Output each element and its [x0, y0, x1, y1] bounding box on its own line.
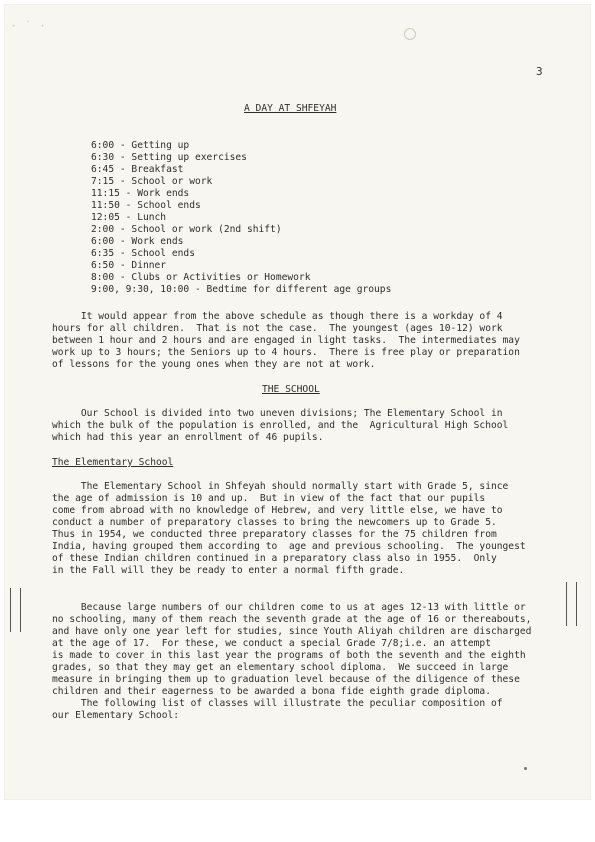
daily-schedule — [91, 140, 391, 296]
workday-paragraph: It would appear from the above schedule as though there is a workday of 4 hours for all children. That is not the case. The youngest (ages 10-12) work between 1 hour and 2 hours and are engaged in light tasks. The intermediates may work up to 3 hours; the Seniors up to 4 hours. There is free play or preparation of lessons for the young ones when they are not at work. — [52, 311, 520, 370]
schedule-item: 6:00 - Getting up — [91, 140, 190, 151]
schedule-item: 12:05 - Lunch — [91, 212, 167, 223]
paper-smudge: · ˙ · — [10, 19, 47, 33]
schedule-item: 6:50 - Dinner — [91, 260, 167, 271]
classes-intro-paragraph: The following list of classes will illustrate the peculiar composition of our Elementary School: — [52, 698, 503, 721]
school-intro-paragraph: Our School is divided into two uneven divisions; The Elementary School in which the bulk of the population is enrolled, and the Agricultural High School which had this year an enrollment of 46 pupils. — [52, 408, 509, 443]
schedule-item: 11:50 - School ends — [91, 200, 201, 211]
schedule-item: 2:00 - School or work (2nd shift) — [91, 224, 282, 235]
schedule-item: 7:15 - School or work — [91, 176, 213, 187]
schedule-item: 8:00 - Clubs or Activities or Homework — [91, 272, 311, 283]
paper-speck — [524, 767, 527, 770]
document-title: A DAY AT SHFEYAH — [244, 103, 337, 114]
page-number: 3 — [536, 65, 543, 78]
margin-mark-left — [10, 588, 21, 632]
schedule-item: 11:15 - Work ends — [91, 188, 190, 199]
schedule-item: 6:45 - Breakfast — [91, 164, 184, 175]
document-page — [4, 4, 591, 800]
schedule-item: 6:35 - School ends — [91, 248, 195, 259]
elementary-school-heading: The Elementary School — [52, 457, 174, 468]
schedule-item: 6:00 - Work ends — [91, 236, 184, 247]
paper-hole-mark — [404, 28, 416, 40]
elementary-paragraph-2: Because large numbers of our children come to us at ages 12-13 with little or no schooling, many of them reach the seventh grade at the age of 16 or thereabouts, and have only one year left for studies, since Youth Aliyah children are discharged at the age of 17. For these, we conduct a special Grade 7/8;i.e. an attempt is made to cover in this last year the programs of both the seventh and the eighth grades, so that they may get an elementary school diploma. We succeed in large measure in bringing them up to graduation level because of the diligence of these children and their eagerness to be awarded a bona fide eighth grade diploma. — [52, 602, 532, 697]
elementary-paragraph-1: The Elementary School in Shfeyah should normally start with Grade 5, since the age of admission is 10 and up. But in view of the fact that our pupils come from abroad with no knowledge of Hebrew, and very little else, we have to conduct a number of preparatory classes to bring the newcomers up to Grade 5. Thus in 1954, we conducted three preparatory classes for the 75 children from India, having grouped them according to age and previous schooling. The youngest of these Indian children continued in a preparatory class also in 1955. Only in the Fall will they be ready to enter a normal fifth grade. — [52, 481, 526, 576]
schedule-item: 6:30 - Setting up exercises — [91, 152, 247, 163]
school-heading: THE SCHOOL — [262, 384, 320, 395]
margin-mark-right — [566, 582, 577, 626]
schedule-item: 9:00, 9:30, 10:00 - Bedtime for different age groups — [91, 284, 392, 295]
